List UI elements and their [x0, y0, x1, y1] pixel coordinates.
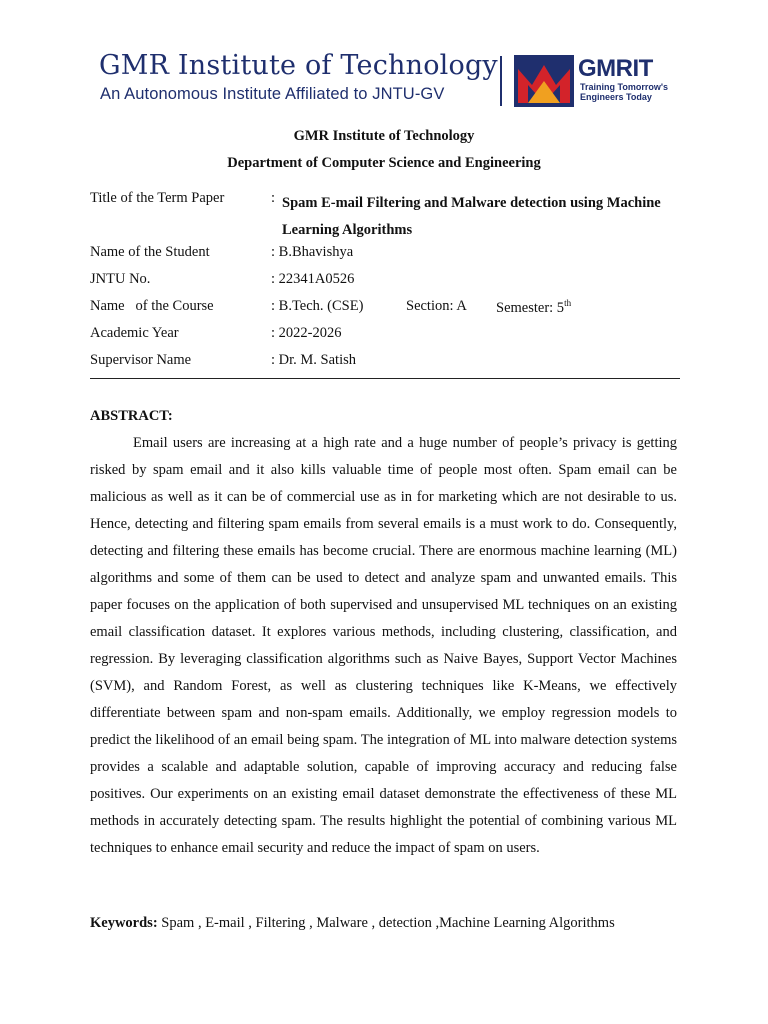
- academic-year-label: Academic Year: [90, 325, 179, 341]
- semester-text: Semester: 5: [496, 299, 565, 316]
- academic-year-value: : 2022-2026: [271, 325, 342, 341]
- college-title: GMR Institute of Technology: [293, 128, 475, 144]
- section-divider: [90, 378, 680, 379]
- keywords-line: [90, 915, 615, 932]
- jntu-value: : 22341A0526: [271, 271, 355, 287]
- semester-suffix: th: [564, 298, 572, 308]
- institute-subtitle: An Autonomous Institute Affiliated to JNTU-GV: [100, 85, 445, 103]
- logo-tagline: [580, 82, 668, 102]
- paper-title-colon: :: [271, 190, 276, 206]
- institute-name: GMR Institute of Technology: [99, 50, 498, 81]
- keywords-value: Spam , E-mail , Filtering , Malware , detection ,Machine Learning Algorithms: [157, 915, 615, 931]
- student-value: : B.Bhavishya: [271, 244, 354, 260]
- gmrit-logo-icon: [514, 55, 574, 107]
- course-value: : B.Tech. (CSE): [271, 298, 364, 314]
- section-value: Section: A: [406, 298, 467, 314]
- abstract-heading: ABSTRACT:: [90, 408, 173, 424]
- paper-title-label: Title of the Term Paper: [90, 190, 225, 206]
- institute-header: [96, 50, 676, 112]
- abstract-body: Email users are increasing at a high rate and a huge number of people’s privacy is getting risked by spam email and it also kills valuable time of people most often. Spam email can be malicious as well as it can be of commercial use as in for marketing which are not desirable to us. Hence, detecting and filtering spam emails from several emails is a must work to do. Consequently, detecting and filtering these emails has become crucial. There are enormous machine learning (ML) algorithms and some of them can be used to detect and analyze spam and unwanted emails. This paper focuses on the application of both supervised and unsupervised ML techniques on an existing email classification dataset. It explores various methods, including clustering, classification, and regression. By leveraging classification algorithms such as Naive Bayes, Support Vector Machines (SVM), and Random Forest, as well as clustering techniques like K-Means, we effectively differentiate between spam and non-spam emails. Additionally, we employ regression models to predict the likelihood of an email being spam. The integration of ML into malware detection systems provides a scalable and adaptable solution, capable of improving accuracy and reducing false positives. Our experiments on an existing email dataset demonstrate the effectiveness of these ML methods in accurately detecting spam. The results highlight the potential of combining various ML techniques to enhance email security and reduce the impact of spam on users.: [90, 435, 677, 856]
- course-label: Name of the Course: [90, 298, 214, 314]
- keywords-label: Keywords:: [90, 915, 158, 931]
- supervisor-label: Supervisor Name: [90, 352, 192, 368]
- jntu-label: JNTU No.: [90, 271, 151, 287]
- student-label: Name of the Student: [90, 244, 210, 260]
- paper-title-value: Spam E-mail Filtering and Malware detection using Machine Learning Algorithms: [282, 195, 661, 238]
- supervisor-value: : Dr. M. Satish: [271, 352, 356, 368]
- logo-wordmark: GMRIT: [578, 55, 653, 82]
- semester-value: [496, 298, 571, 317]
- logo-tagline-line-1: Training Tomorrow's: [580, 82, 668, 92]
- department-title: Department of Computer Science and Engineering: [227, 155, 541, 171]
- header-divider: [500, 56, 502, 106]
- logo-tagline-line-2: Engineers Today: [580, 92, 652, 102]
